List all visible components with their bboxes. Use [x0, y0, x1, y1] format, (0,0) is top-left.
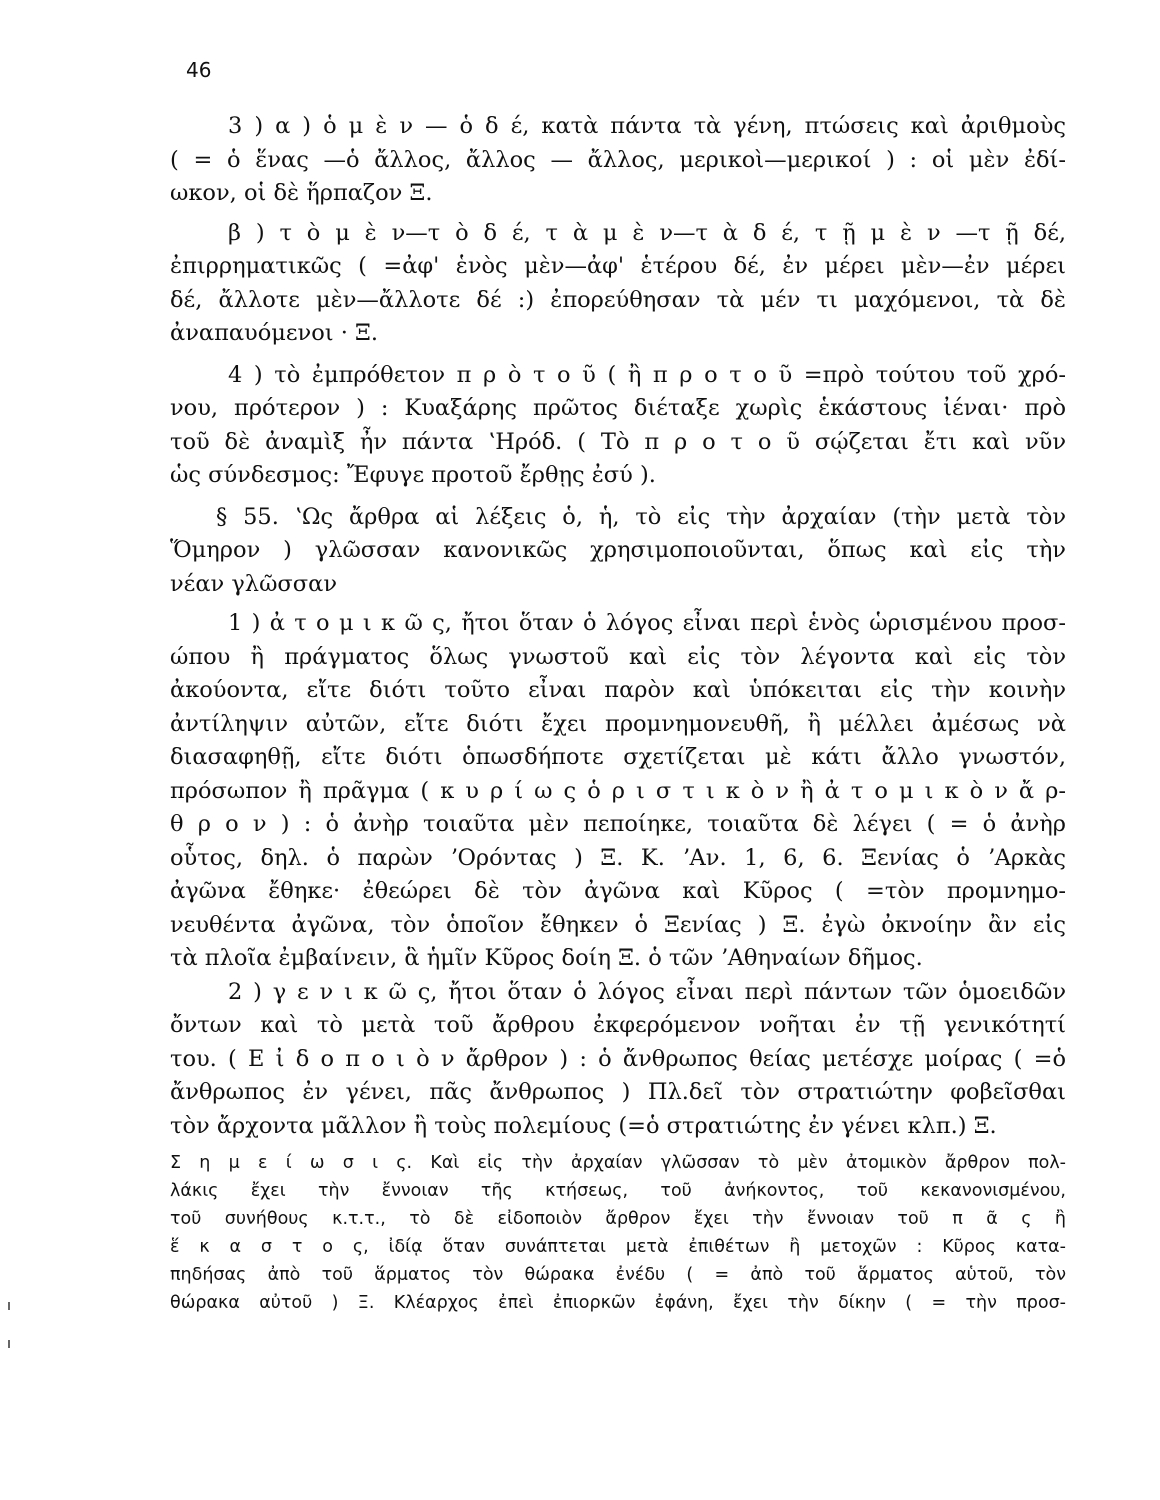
text-line: δέ, ἄλλοτε μὲν—ἄλλοτε δέ :) ἐπορεύθησαν τὰ μέν τι μαχόμενοι, τὰ δὲ: [170, 286, 1066, 313]
text-line: β ) τ ὸ μ ὲ ν—τ ὸ δ έ, τ ὰ μ ὲ ν—τ ὰ δ έ, τ ῇ μ ὲ ν —τ ῇ δέ,: [228, 219, 1066, 246]
note-line: πηδήσας ἀπὸ τοῦ ἅρματος τὸν θώρακα ἐνέδυ ( = ἀπὸ τοῦ ἅρματος αὑτοῦ, τὸν: [170, 1265, 1066, 1285]
text-line: 2 ) γ ε ν ι κ ῶ ς, ἤτοι ὅταν ὁ λόγος εἶναι περὶ πάντων τῶν ὁμοειδῶν: [228, 978, 1066, 1005]
note-block: [170, 1149, 1066, 1317]
text-line: 3 ) α ) ὁ μ ὲ ν — ὁ δ έ, κατὰ πάντα τὰ γένη, πτώσεις καὶ ἀριθμοὺς: [228, 113, 1066, 139]
text-line: Ὅμηρον ) γλῶσσαν κανονικῶς χρησιμοποιοῦνται, ὅπως καὶ εἰς τὴν: [170, 537, 1066, 563]
text-line: τὰ πλοῖα ἐμβαίνειν, ἃ ἡμῖν Κῦρος δοίη Ξ. ὁ τῶν ʼΑθηναίων δῆμος.: [170, 945, 923, 971]
text-line: ὄντων καὶ τὸ μετὰ τοῦ ἄρθρου ἐκφερόμενον νοῆται ἐν τῇ γενικότητί: [170, 1012, 1066, 1038]
text-line: ἐπιρρηματικῶς ( =ἀφ' ἑνὸς μὲν—ἀφ' ἑτέρου δέ, ἐν μέρει μὲν—ἐν μέρει: [170, 253, 1066, 279]
text-line: ἀγῶνα ἔθηκε· ἐθεώρει δὲ τὸν ἀγῶνα καὶ Κῦρος ( =τὸν προμνημο-: [170, 878, 1066, 904]
text-line: διασαφηθῇ, εἴτε διότι ὁπωσδήποτε σχετίζεται μὲ κάτι ἄλλο γνωστόν,: [170, 744, 1066, 770]
text-line: ωκον, οἱ δὲ ἥρπαζον Ξ.: [170, 180, 433, 206]
margin-mark: [8, 1340, 10, 1348]
text-line: νευθέντα ἀγῶνα, τὸν ὁποῖον ἔθηκεν ὁ Ξενίας ) Ξ. ἐγὼ ὀκνοίην ἂν εἰς: [170, 911, 1066, 938]
text-line: 1 ) ἀ τ ο μ ι κ ῶ ς, ἤτοι ὅταν ὁ λόγος εἶναι περὶ ἑνὸς ὡρισμένου προσ-: [228, 610, 1066, 636]
text-line: τοῦ δὲ ἀναμὶξ ἦν πάντα ʽΗρόδ. ( Τὸ π ρ ο τ ο ῦ σῴζεται ἔτι καὶ νῦν: [170, 428, 1066, 455]
text-line: ώπου ἢ πράγματος ὅλως γνωστοῦ καὶ εἰς τὸν λέγοντα καὶ εἰς τὸν: [170, 643, 1066, 670]
note-line: τοῦ συνήθους κ.τ.τ., τὸ δὲ εἰδοποιὸν ἄρθρον ἔχει τὴν ἔννοιαν τοῦ π ᾶ ς ἢ: [170, 1209, 1066, 1229]
section-heading-line: § 55. ʽΩς ἄρθρα αἱ λέξεις ὁ, ἡ, τὸ εἰς τὴν ἀρχαίαν (τὴν μετὰ τὸν: [216, 503, 1066, 530]
text-line: τὸν ἄρχοντα μᾶλλον ἢ τοὺς πολεμίους (=ὁ στρατιώτης ἐν γένει κλπ.) Ξ.: [170, 1112, 997, 1139]
page-number: 46: [186, 58, 212, 82]
body-text: [170, 110, 1066, 1317]
text-line: ( = ὁ ἕνας —ὁ ἄλλος, ἄλλος — ἄλλος, μερικοὶ—μερικοί ) : οἱ μὲν ἐδί-: [170, 146, 1066, 173]
text-line: 4 ) τὸ ἐμπρόθετον π ρ ὸ τ ο ῦ ( ἢ π ρ ο τ ο ῦ =πρὸ τούτου τοῦ χρό-: [228, 361, 1066, 388]
text-line: του. ( Ε ἰ δ ο π ο ι ὸ ν ἄρθρον ) : ὁ ἄνθρωπος θείας μετέσχε μοίρας ( =ὁ: [170, 1045, 1066, 1072]
text-line: ὡς σύνδεσμος: Ἔφυγε προτοῦ ἔρθῃς ἐσύ ).: [170, 462, 656, 488]
text-line: νου, πρότερον ) : Κυαξάρης πρῶτος διέταξε χωρὶς ἑκάστους ἰέναι· πρὸ: [170, 395, 1066, 421]
text-line: ἀντίληψιν αὐτῶν, εἴτε διότι ἔχει προμνημονευθῆ, ἢ μέλλει ἀμέσως νὰ: [170, 710, 1066, 737]
text-line: πρόσωπον ἢ πρᾶγμα ( κ υ ρ ί ω ς ὁ ρ ι σ τ ι κ ὸ ν ἢ ἀ τ ο μ ι κ ὸ ν ἄ ρ-: [170, 777, 1066, 804]
note-line: λάκις ἔχει τὴν ἔννοιαν τῆς κτήσεως, τοῦ ἀνήκοντος, τοῦ κεκανονισμένου,: [170, 1181, 1066, 1201]
note-line: ἕ κ α σ τ ο ς, ἰδίᾳ ὅταν συνάπτεται μετὰ ἐπιθέτων ἢ μετοχῶν : Κῦρος κατα-: [170, 1237, 1066, 1257]
text-line: θ ρ ο ν ) : ὁ ἀνὴρ τοιαῦτα μὲν πεποίηκε, τοιαῦτα δὲ λέγει ( = ὁ ἀνὴρ: [170, 811, 1066, 837]
text-line: νέαν γλῶσσαν: [170, 570, 338, 597]
note-line: θώρακα αὐτοῦ ) Ξ. Κλέαρχος ἐπεὶ ἐπιορκῶν ἐφάνη, ἔχει τὴν δίκην ( = τὴν προσ-: [170, 1293, 1066, 1313]
note-line: Σ η μ ε ί ω σ ι ς. Καὶ εἰς τὴν ἀρχαίαν γλῶσσαν τὸ μὲν ἀτομικὸν ἄρθρον πολ-: [170, 1153, 1066, 1173]
text-line: οὗτος, δηλ. ὁ παρὼν ʼΟρόντας ) Ξ. Κ. ʼΑν. 1, 6, 6. Ξενίας ὁ ʼΑρκὰς: [170, 844, 1066, 871]
text-line: ἀκούοντα, εἴτε διότι τοῦτο εἶναι παρὸν καὶ ὑπόκειται εἰς τὴν κοινὴν: [170, 677, 1066, 703]
text-line: ἄνθρωπος ἐν γένει, πᾶς ἄνθρωπος ) Πλ.δεῖ τὸν στρατιώτην φοβεῖσθαι: [170, 1079, 1066, 1105]
text-line: ἀναπαυόμενοι · Ξ.: [170, 320, 379, 346]
margin-mark: [8, 1302, 10, 1310]
